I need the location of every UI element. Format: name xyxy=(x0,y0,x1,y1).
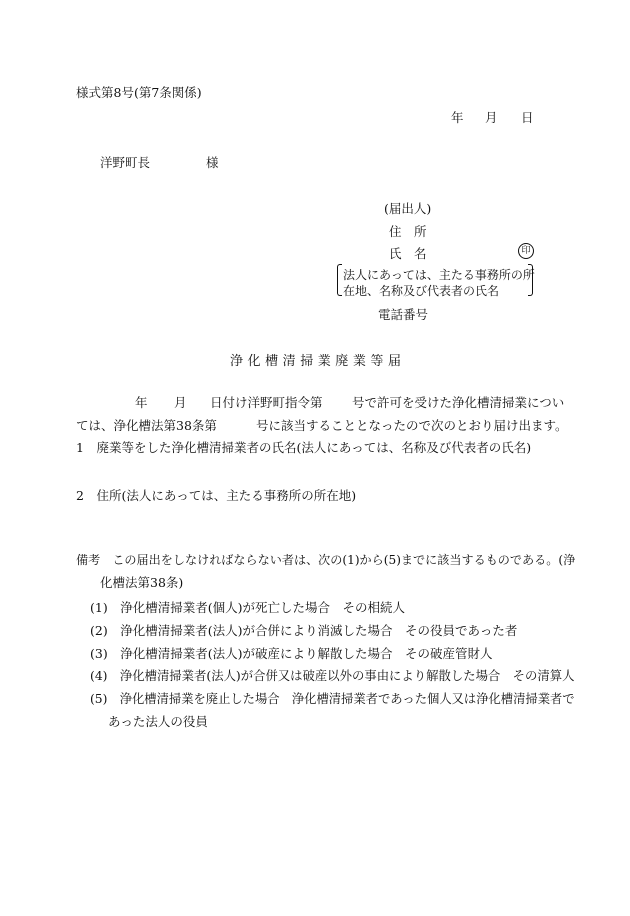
form-number: 様式第8号(第7条関係) xyxy=(76,85,202,100)
phone-label: 電話番号 xyxy=(378,307,429,322)
date-year: 年 xyxy=(451,110,464,125)
date-day: 日 xyxy=(521,110,534,125)
remark-entry-5-cont: あった法人の役員 xyxy=(108,714,208,729)
body-line1-mid: 日付け洋野町指令第 xyxy=(210,395,323,410)
notifier-label: (届出人) xyxy=(384,201,432,216)
remarks-line2: 化槽法第38条) xyxy=(100,575,184,590)
remark-entry-4: (4) 浄化槽清掃業者(法人)が合併又は破産以外の事由により解散した場合 その清算人 xyxy=(90,669,575,683)
seal-mark: 印 xyxy=(518,243,534,259)
addressee-name: 洋野町長 xyxy=(100,155,151,170)
body-line1-end: 号で許可を受けた浄化槽清掃業につい xyxy=(352,395,565,410)
body-line2-end: 号に該当することとなったので次のとおり届け出ます。 xyxy=(256,418,568,433)
corp-note-line1: 法人にあっては、主たる事務所の所 xyxy=(343,268,535,282)
body-year: 年 xyxy=(135,395,148,410)
item-1: 1 廃業等をした浄化槽清掃業者の氏名(法人にあっては、名称及び代表者の氏名) xyxy=(76,440,532,455)
item-2: 2 住所(法人にあっては、主たる事務所の所在地) xyxy=(76,488,357,503)
name-label: 氏 名 xyxy=(389,246,427,261)
date-month: 月 xyxy=(485,110,498,125)
addressee-honorific: 様 xyxy=(206,155,219,170)
corp-note-line2: 在地、名称及び代表者の氏名 xyxy=(343,284,500,298)
remark-entry-2: (2) 浄化槽清掃業者(法人)が合併により消滅した場合 その役員であった者 xyxy=(90,623,518,638)
remark-entry-5: (5) 浄化槽清掃業を廃止した場合 浄化槽清掃業者であった個人又は浄化槽清掃業者で xyxy=(90,692,575,706)
address-label: 住 所 xyxy=(389,224,427,239)
remark-entry-3: (3) 浄化槽清掃業者(法人)が破産により解散した場合 その破産管財人 xyxy=(90,646,493,661)
body-month: 月 xyxy=(174,395,187,410)
remark-entry-1: (1) 浄化槽清掃業者(個人)が死亡した場合 その相続人 xyxy=(90,600,405,615)
body-line2-start: ては、浄化槽法第38条第 xyxy=(76,418,217,433)
bracket-left xyxy=(337,264,342,296)
remarks-line1: 備考 この届出をしなければならない者は、次の(1)から(5)までに該当するものである。(浄 xyxy=(76,553,576,567)
document-title: 浄化槽清掃業廃業等届 xyxy=(230,354,406,369)
